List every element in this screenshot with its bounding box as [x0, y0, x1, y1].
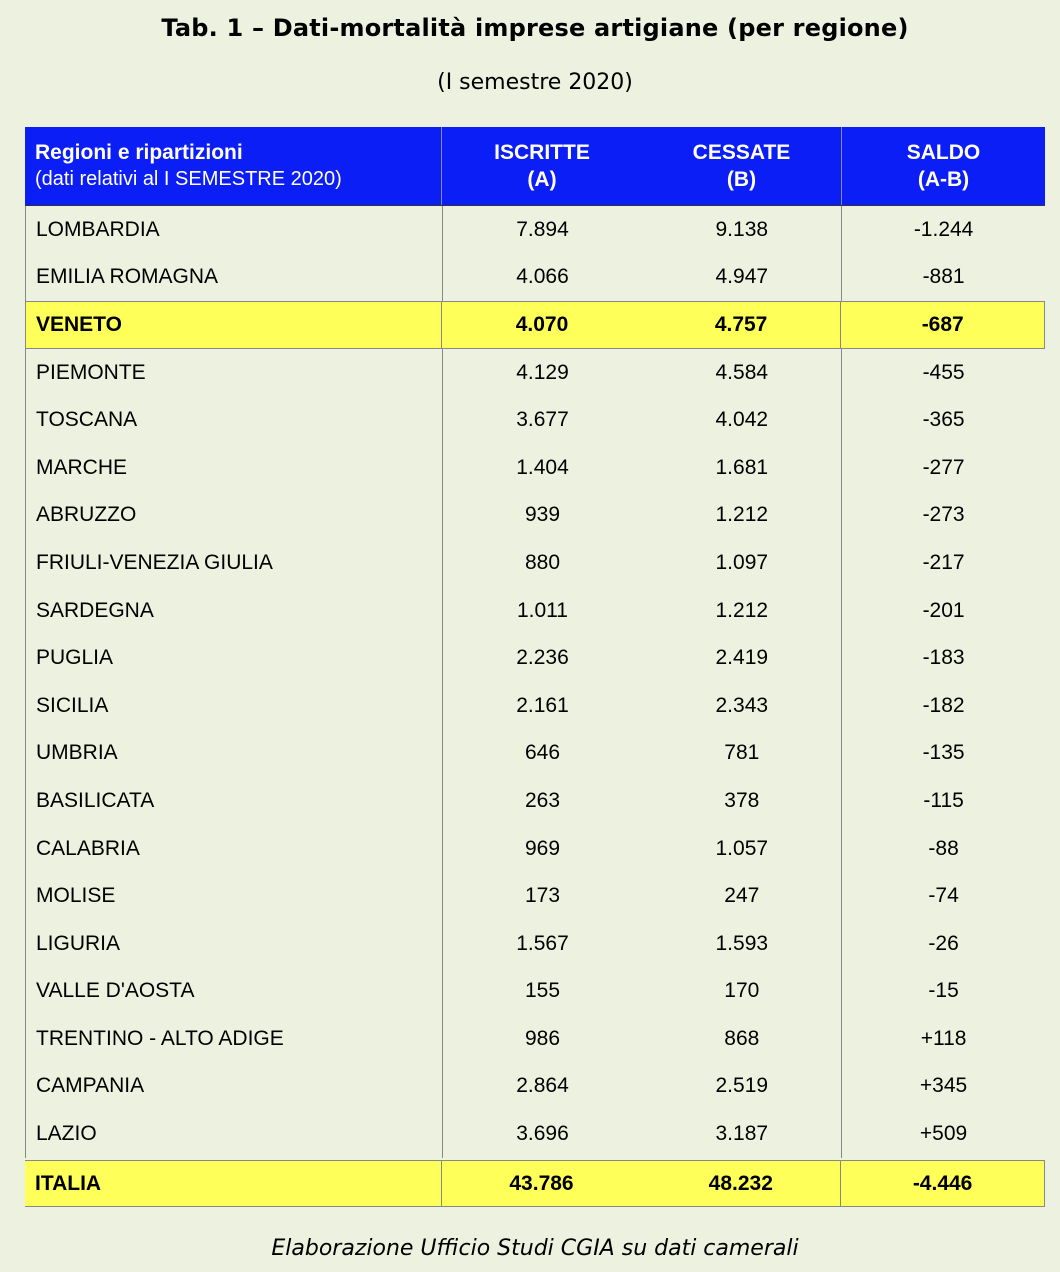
region-cell: FRIULI-VENEZIA GIULIA [26, 539, 443, 587]
region-cell: PUGLIA [26, 634, 443, 682]
iscritte-cell: 4.129 [516, 360, 569, 384]
region-cell: TOSCANA [26, 396, 443, 444]
saldo-cell: +509 [919, 1122, 968, 1146]
iscritte-cell: 2.864 [516, 1074, 569, 1098]
table-row [26, 1063, 1045, 1111]
source-note: Elaborazione Ufficio Studi CGIA su dati camerali [271, 1236, 799, 1261]
region-cell: TRENTINO - ALTO ADIGE [26, 1015, 443, 1063]
region-cell: ABRUZZO [26, 492, 443, 540]
saldo-cell: +345 [919, 1074, 968, 1098]
iscritte-cell: 263 [524, 788, 561, 812]
header-iscritte-line2: (A) [527, 168, 557, 191]
total-saldo: -4.446 [912, 1171, 973, 1195]
saldo-cell: -74 [928, 884, 959, 908]
iscritte-cell: 3.696 [516, 1122, 569, 1146]
cessate-cell: 2.419 [642, 634, 842, 682]
cessate-cell: 4.584 [642, 349, 842, 397]
header-iscritte [442, 127, 642, 205]
region-cell: EMILIA ROMAGNA [26, 254, 443, 302]
table-row [26, 349, 1045, 397]
region-cell: MOLISE [26, 872, 443, 920]
cessate-cell: 4.947 [642, 254, 842, 302]
total-iscritte: 43.786 [509, 1171, 574, 1195]
iscritte-cell: 646 [524, 741, 561, 765]
cessate-cell: 4.042 [642, 396, 842, 444]
table-row [26, 920, 1045, 968]
cessate-cell: 247 [642, 872, 842, 920]
saldo-cell: -135 [922, 741, 965, 765]
table-row [26, 492, 1045, 540]
iscritte-cell: 1.567 [516, 931, 569, 955]
iscritte-cell: 2.161 [516, 693, 569, 717]
saldo-cell: -687 [921, 312, 964, 336]
saldo-cell: +118 [920, 1026, 967, 1050]
saldo-cell: -15 [928, 979, 959, 1003]
region-cell: LAZIO [26, 1110, 443, 1158]
table-row [26, 254, 1045, 302]
table-row-total [25, 1160, 1045, 1208]
cessate-cell: 1.681 [642, 444, 842, 492]
iscritte-cell: 880 [524, 550, 561, 574]
cessate-cell: 9.138 [642, 206, 842, 254]
iscritte-cell: 1.011 [516, 598, 568, 622]
table-row [26, 539, 1045, 587]
table-row [26, 872, 1045, 920]
saldo-cell: -182 [922, 693, 965, 717]
table-row [26, 301, 1045, 349]
region-cell: LOMBARDIA [26, 206, 443, 254]
saldo-cell: -183 [922, 646, 965, 670]
region-cell: CAMPANIA [26, 1063, 443, 1111]
iscritte-cell: 939 [524, 503, 561, 527]
table-header [25, 127, 1045, 206]
saldo-cell: -881 [922, 265, 965, 289]
region-cell: BASILICATA [26, 777, 443, 825]
iscritte-cell: 173 [524, 884, 561, 908]
cessate-cell: 2.519 [642, 1063, 842, 1111]
header-saldo-line1: SALDO [906, 141, 981, 164]
region-cell: CALABRIA [26, 825, 443, 873]
table-row [26, 825, 1045, 873]
iscritte-cell: 986 [524, 1026, 561, 1050]
table-body [25, 206, 1045, 1158]
cessate-cell: 1.593 [642, 920, 842, 968]
total-cessate: 48.232 [641, 1161, 841, 1207]
saldo-cell: -455 [922, 360, 965, 384]
iscritte-cell: 969 [524, 836, 561, 860]
iscritte-cell: 1.404 [516, 455, 569, 479]
cessate-cell: 378 [642, 777, 842, 825]
table-row [26, 587, 1045, 635]
table-row [26, 682, 1045, 730]
header-cessate [642, 127, 842, 205]
cessate-cell: 1.097 [642, 539, 842, 587]
header-region-sub: (dati relativi al I SEMESTRE 2020) [35, 168, 342, 190]
iscritte-cell: 155 [524, 979, 561, 1003]
cessate-cell: 170 [642, 968, 842, 1016]
saldo-cell: -273 [922, 503, 965, 527]
header-region [25, 127, 442, 205]
iscritte-cell: 4.066 [516, 265, 569, 289]
cessate-cell: 868 [642, 1015, 842, 1063]
data-table [25, 127, 1045, 1207]
table-row [26, 968, 1045, 1016]
iscritte-cell: 4.070 [515, 312, 569, 336]
cessate-cell: 2.343 [642, 682, 842, 730]
header-cessate-line1: CESSATE [692, 141, 791, 164]
header-saldo [842, 127, 1045, 205]
region-cell: PIEMONTE [26, 349, 443, 397]
header-region-label: Regioni e ripartizioni [35, 141, 243, 164]
saldo-cell: -115 [923, 788, 964, 812]
page-title: Tab. 1 – Dati-mortalità imprese artigiane (per regione) [161, 14, 909, 42]
table-row [26, 730, 1045, 778]
table-row [26, 206, 1045, 254]
iscritte-cell: 7.894 [516, 217, 569, 241]
total-region: ITALIA [25, 1161, 442, 1207]
region-cell: VENETO [26, 302, 442, 348]
cessate-cell: 3.187 [642, 1110, 842, 1158]
cessate-cell: 781 [642, 730, 842, 778]
table-row [26, 396, 1045, 444]
saldo-cell: -26 [928, 931, 959, 955]
region-cell: MARCHE [26, 444, 443, 492]
cessate-cell: 4.757 [642, 302, 842, 348]
iscritte-cell: 3.677 [516, 408, 569, 432]
cessate-cell: 1.212 [642, 587, 842, 635]
cessate-cell: 1.212 [642, 492, 842, 540]
saldo-cell: -277 [922, 455, 965, 479]
table-row [26, 444, 1045, 492]
header-iscritte-line1: ISCRITTE [494, 141, 590, 164]
cessate-cell: 1.057 [642, 825, 842, 873]
region-cell: UMBRIA [26, 730, 443, 778]
region-cell: SICILIA [26, 682, 443, 730]
table-row [26, 1110, 1045, 1158]
saldo-cell: -365 [922, 408, 965, 432]
table-row [26, 777, 1045, 825]
saldo-cell: -217 [922, 550, 965, 574]
region-cell: LIGURIA [26, 920, 443, 968]
header-cessate-line2: (B) [726, 168, 757, 191]
saldo-cell: -201 [922, 598, 965, 622]
page-subtitle: (I semestre 2020) [437, 70, 633, 95]
table-row [26, 1015, 1045, 1063]
region-cell: SARDEGNA [26, 587, 443, 635]
iscritte-cell: 2.236 [516, 646, 569, 670]
region-cell: VALLE D'AOSTA [26, 968, 443, 1016]
table-row [26, 634, 1045, 682]
header-saldo-line2: (A-B) [917, 168, 970, 191]
saldo-cell: -1.244 [913, 217, 974, 241]
saldo-cell: -88 [928, 836, 959, 860]
